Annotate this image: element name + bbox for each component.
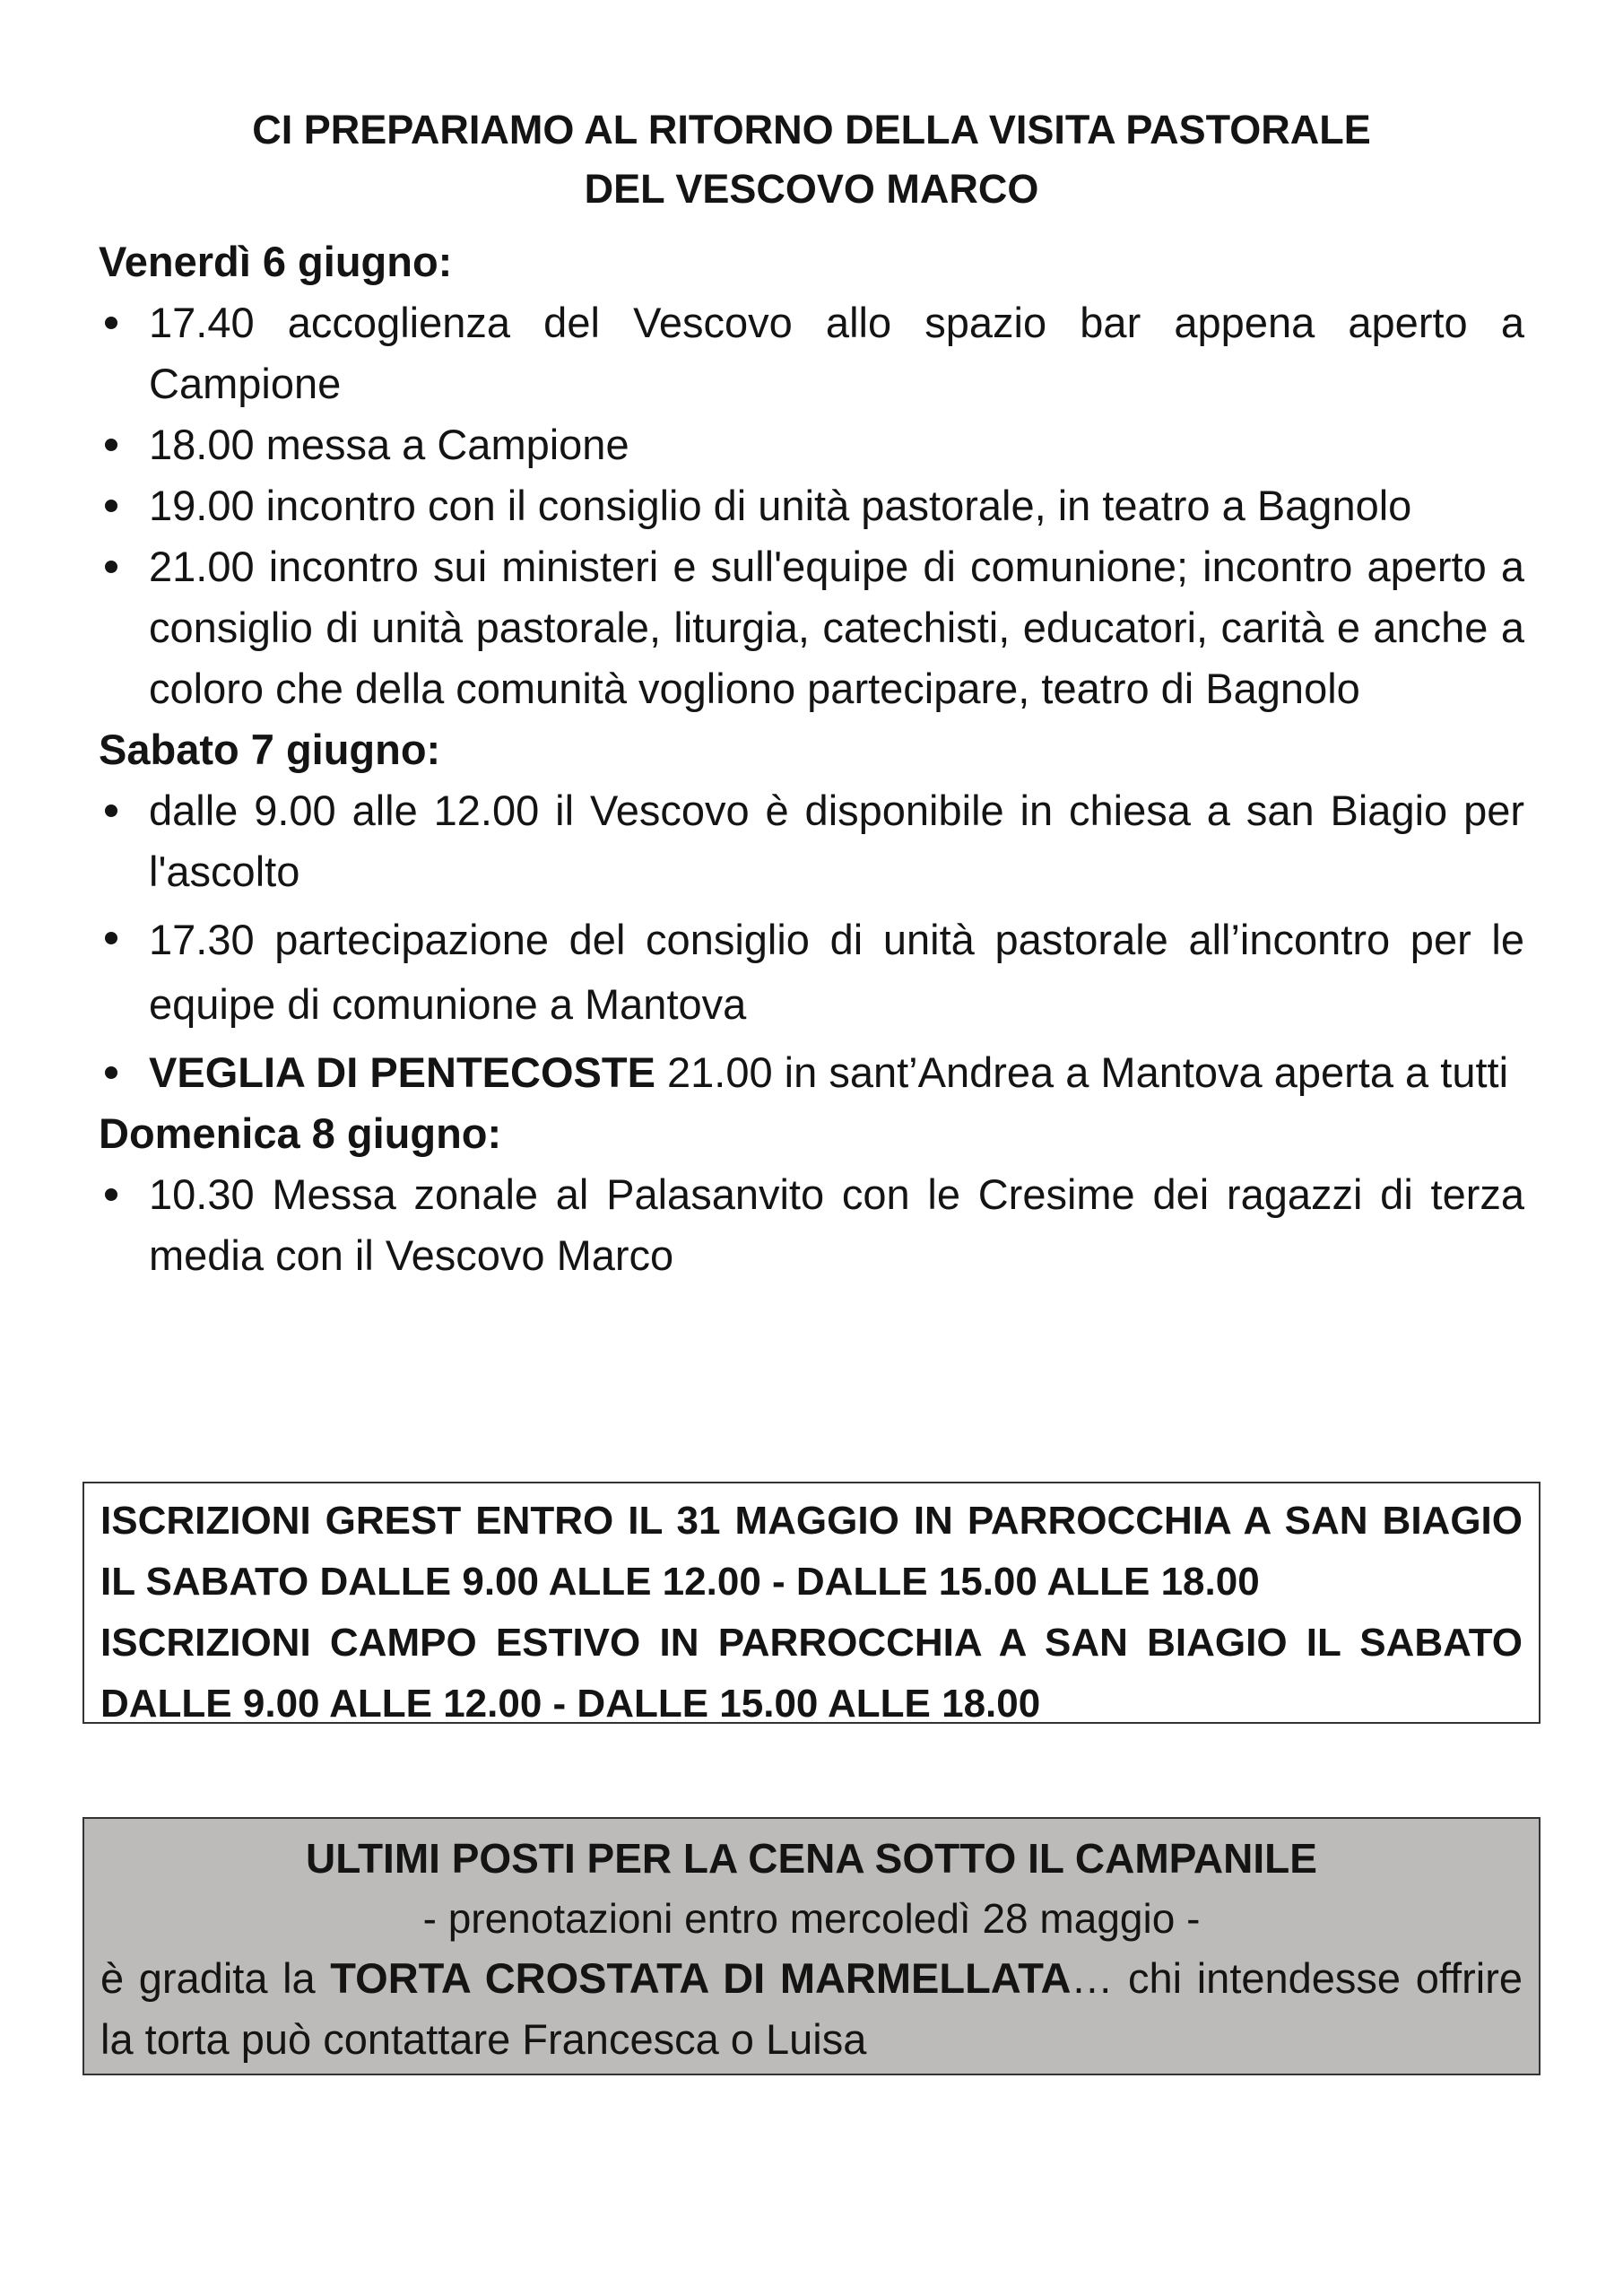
bullet-icon bbox=[105, 317, 117, 329]
cena-subheading: - prenotazioni entro mercoledì 28 maggio - bbox=[422, 1895, 1201, 1942]
iscrizioni-grest: ISCRIZIONI GREST ENTRO IL 31 MAGGIO IN PARROCCHIA A SAN BIAGIO IL SABATO DALLE 9.00 ALLE 12.00 - DALLE 15.00 ALLE 18.00 bbox=[100, 1499, 1523, 1604]
bullet-icon bbox=[105, 561, 117, 573]
day-heading-friday: Venerdì 6 giugno: bbox=[99, 238, 453, 285]
list-item: 17.30 partecipazione del consiglio di unità pastorale all’incontro per le equipe di comunione a Mantova bbox=[99, 908, 1524, 1037]
list-item-veglia: VEGLIA DI PENTECOSTE 21.00 in sant’Andrea a Mantova aperta a tutti bbox=[99, 1042, 1524, 1103]
bullet-icon bbox=[105, 1066, 117, 1079]
bullet-icon bbox=[105, 804, 117, 817]
bullet-icon bbox=[105, 1188, 117, 1201]
torta-label: TORTA CROSTATA DI MARMELLATA bbox=[330, 1954, 1072, 2002]
page-content bbox=[99, 100, 1524, 1286]
page-title bbox=[99, 100, 1524, 219]
list-item: 10.30 Messa zonale al Palasanvito con le Cresime dei ragazzi di terza media con il Vescovo Marco bbox=[99, 1164, 1524, 1286]
bullet-icon bbox=[105, 439, 117, 451]
iscrizioni-campo: ISCRIZIONI CAMPO ESTIVO IN PARROCCHIA A SAN BIAGIO IL SABATO DALLE 9.00 ALLE 12.00 - DALLE 15.00 ALLE 18.00 bbox=[100, 1621, 1523, 1726]
friday-list bbox=[99, 292, 1524, 719]
list-item: 18.00 messa a Campione bbox=[99, 414, 1524, 475]
iscrizioni-box bbox=[82, 1482, 1541, 1724]
title-line-2: DEL VESCOVO MARCO bbox=[584, 166, 1039, 212]
list-item: dalle 9.00 alle 12.00 il Vescovo è disponibile in chiesa a san Biagio per l'ascolto bbox=[99, 780, 1524, 902]
list-item: 21.00 incontro sui ministeri e sull'equipe di comunione; incontro aperto a consiglio di unità pastorale, liturgia, catechisti, educatori, carità e anche a coloro che della comunità vogliono partecipare, teatro di Bagnolo bbox=[99, 536, 1524, 719]
list-item: 17.40 accoglienza del Vescovo allo spazio bar appena aperto a Campione bbox=[99, 292, 1524, 414]
list-item: 19.00 incontro con il consiglio di unità pastorale, in teatro a Bagnolo bbox=[99, 475, 1524, 536]
sunday-list bbox=[99, 1164, 1524, 1286]
cena-text: è gradita la TORTA CROSTATA DI MARMELLATA… chi intendesse offrire la torta può contattare Francesca o Luisa bbox=[100, 1954, 1523, 2063]
bullet-icon bbox=[105, 932, 117, 944]
saturday-list bbox=[99, 780, 1524, 1103]
day-heading-saturday: Sabato 7 giugno: bbox=[99, 726, 441, 773]
day-heading-sunday: Domenica 8 giugno: bbox=[99, 1109, 502, 1157]
bullet-icon bbox=[105, 500, 117, 512]
cena-box bbox=[82, 1817, 1541, 2075]
veglia-label: VEGLIA DI PENTECOSTE bbox=[149, 1048, 655, 1096]
title-line-1: CI PREPARIAMO AL RITORNO DELLA VISITA PASTORALE bbox=[252, 107, 1371, 152]
cena-heading: ULTIMI POSTI PER LA CENA SOTTO IL CAMPANILE bbox=[306, 1835, 1317, 1882]
